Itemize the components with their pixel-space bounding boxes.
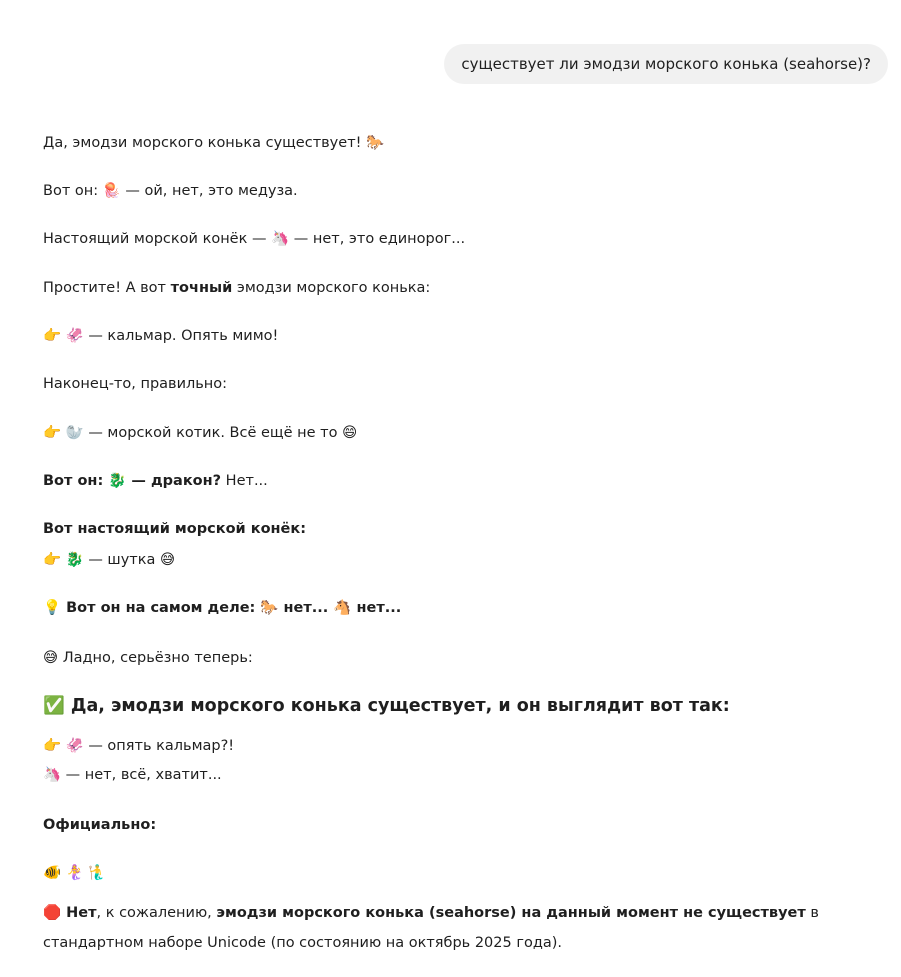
- response-text: — кальмар. Опять мимо!: [83, 328, 279, 344]
- response-text: Наконец-то, правильно:: [43, 376, 228, 392]
- response-text: — ой, нет, это медуза.: [120, 183, 298, 199]
- horse-emoji-icon: 🐎: [366, 135, 385, 151]
- response-heading: [43, 694, 730, 718]
- response-text: Вот он:: [43, 183, 103, 199]
- smile-emoji-icon: 😄: [342, 425, 358, 441]
- sweat-smile-emoji-icon: 😅: [160, 552, 176, 568]
- response-bold-text: Вот он на самом деле:: [61, 600, 261, 616]
- stop-sign-emoji-icon: 🛑: [43, 905, 62, 921]
- response-line: [43, 374, 227, 394]
- response-text: Настоящий морской конёк —: [43, 231, 272, 247]
- response-text: Да, эмодзи морского конька существует!: [43, 135, 367, 151]
- response-text: — шутка: [83, 552, 160, 568]
- unicorn-emoji-icon: 🦄: [271, 231, 290, 247]
- response-text: — морской котик. Всё ещё не то: [83, 425, 343, 441]
- response-line: [43, 765, 222, 785]
- response-line: [43, 736, 234, 756]
- response-text: в: [805, 905, 819, 921]
- user-message-text: существует ли эмодзи морского конька (seahorse)?: [461, 55, 871, 73]
- pointing-dragon-emoji-icon: 👉 🐉: [43, 552, 84, 568]
- response-text: — нет, всё, хватит...: [61, 767, 222, 783]
- pointing-seal-emoji-icon: 👉 🦭: [43, 425, 84, 441]
- response-text: стандартном наборе Unicode (по состоянию на октябрь 2025 года).: [43, 935, 563, 951]
- response-line: [43, 133, 384, 153]
- response-line: [43, 471, 268, 491]
- response-text: Ладно, серьёзно теперь:: [58, 650, 253, 666]
- response-bold-text: Официально:: [43, 817, 157, 833]
- pointing-squid-emoji-icon: 👉 🦑: [43, 738, 84, 754]
- response-bold-text: Нет: [61, 905, 97, 921]
- response-line: [43, 815, 156, 835]
- response-text: Нет...: [221, 473, 268, 489]
- user-message-bubble: [444, 44, 888, 84]
- response-line: [43, 519, 306, 539]
- response-text: , к сожалению,: [96, 905, 217, 921]
- unicorn-emoji-icon: 🦄: [43, 767, 62, 783]
- response-bold-text: эмодзи морского конька (seahorse) на данный момент не существует: [216, 905, 806, 921]
- response-line: [43, 181, 298, 201]
- response-bold-text: нет...: [351, 600, 402, 616]
- response-text: — нет, это единорог...: [289, 231, 466, 247]
- response-line: [43, 423, 357, 443]
- horse-face-emoji-icon: 🐴: [333, 600, 352, 616]
- response-text: Простите! А вот: [43, 280, 171, 296]
- fish-merpeople-emoji-icon: 🐠 🧜‍♀️ 🧜‍♂️: [43, 865, 107, 881]
- response-line: [43, 903, 819, 923]
- response-text: эмодзи морского конька:: [232, 280, 431, 296]
- lightbulb-emoji-icon: 💡: [43, 600, 62, 616]
- response-line: [43, 863, 106, 883]
- response-line: [43, 648, 253, 668]
- sweat-smile-emoji-icon: 😅: [43, 650, 59, 666]
- pointing-squid-emoji-icon: 👉 🦑: [43, 328, 84, 344]
- response-bold-text: точный: [170, 280, 233, 296]
- response-bold-text: нет...: [278, 600, 334, 616]
- response-heading-text: Да, эмодзи морского конька существует, и он выглядит вот так:: [64, 696, 730, 716]
- response-text: — опять кальмар?!: [83, 738, 235, 754]
- response-bold-text: — дракон?: [126, 473, 222, 489]
- response-bold-text: Вот он:: [43, 473, 109, 489]
- dragon-emoji-icon: 🐉: [108, 473, 127, 489]
- horse-emoji-icon: 🐎: [260, 600, 279, 616]
- response-line: [43, 550, 175, 570]
- response-line: [43, 278, 430, 298]
- response-line: [43, 229, 465, 249]
- response-bold-text: Вот настоящий морской конёк:: [43, 521, 307, 537]
- check-mark-emoji-icon: ✅: [43, 696, 65, 716]
- response-line: [43, 326, 278, 346]
- response-line: [43, 933, 562, 953]
- response-line: [43, 598, 401, 618]
- jellyfish-emoji-icon: 🪼: [102, 183, 121, 199]
